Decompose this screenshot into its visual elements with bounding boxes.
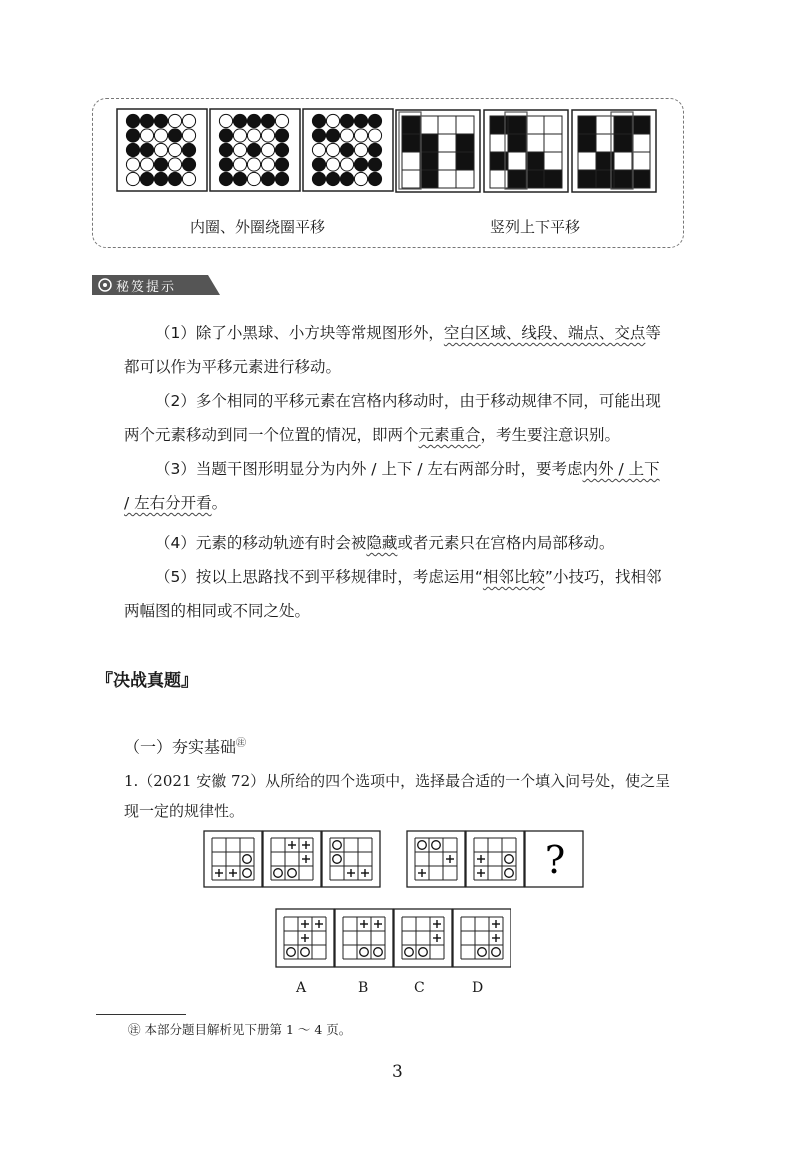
footnote: ㊟ 本部分题目解析见下册第 1 ～ 4 页。 [128,1022,352,1037]
tip-heading: 秘笈提示 [116,280,177,295]
question-text: 1.（2021 安徽 72）从所给的四个选项中，选择最合适的一个填入问号处，使之呈现一定的规律性。 [124,772,671,820]
circle-figure-group [116,108,396,194]
question-mark: ? [544,838,566,882]
question-stem-figures [203,830,603,890]
tip-4: （4）元素的移动轨迹有时会被隐藏或者元素只在宫格内局部移动。 [155,534,615,552]
tip-2: （2）多个相同的平移元素在宫格内移动时，由于移动规律不同，可能出现两个元素移动到同一个位置的情况，即两个元素重合，考生要注意识别。 [124,392,661,444]
tip-3: （3）当题干图形明显分为内外 / 上下 / 左右两部分时，要考虑内外 / 上下 / 左右分开看。 [124,460,660,512]
subsection-title: （一）夯实基础㊟ [124,737,247,757]
tips-list [124,316,664,628]
section-title: 『决战真题』 [96,671,198,691]
caption-left: 内圈、外圈绕圈平移 [190,218,326,236]
tip-1: （1）除了小黑球、小方块等常规图形外，空白区域、线段、端点、交点等都可以作为平移元素进行移动。 [124,324,661,376]
option-a-label[interactable]: A [296,980,307,996]
note-mark-icon: ㊟ [236,738,247,749]
grid-figure-group [394,106,670,196]
answer-option-figures [275,908,511,970]
page-number: 3 [392,1062,403,1082]
option-b-label[interactable]: B [358,980,369,996]
footnote-divider [96,1014,186,1015]
option-d-label[interactable]: D [472,980,484,996]
caption-right: 竖列上下平移 [490,218,581,236]
tip-heading-tag [92,272,220,298]
tip-5: （5）按以上思路找不到平移规律时，考虑运用“相邻比较”小技巧，找相邻两幅图的相同或不同之处。 [124,568,662,620]
option-c-label[interactable]: C [414,980,425,996]
